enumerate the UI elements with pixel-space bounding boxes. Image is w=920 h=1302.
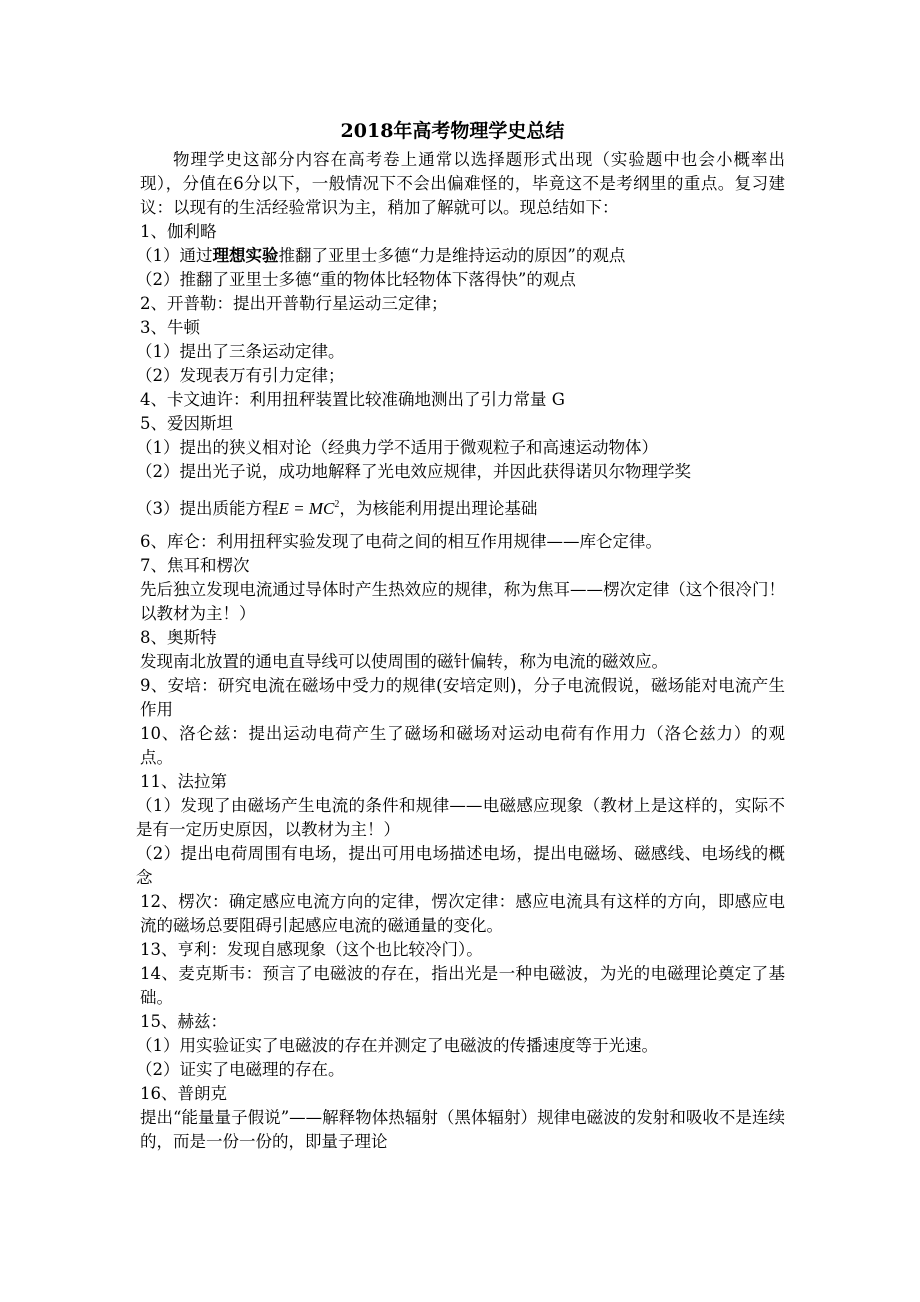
einstein-point-3-post: ，为核能利用提出理论基础 xyxy=(339,499,538,518)
joule-lenz-text: 先后独立发现电流通过导体时产生热效应的规律，称为焦耳——楞次定律（这个很冷门！以教材为主！） xyxy=(140,580,785,623)
newton-point-1: （1）提出了三条运动定律。 xyxy=(136,342,345,361)
formula-exponent: 2 xyxy=(334,499,340,510)
heading-planck: 16、普朗克 xyxy=(140,1084,227,1103)
heading-ampere: 9、安培：研究电流在磁场中受力的规律(安培定则)，分子电流假说，磁场能对电流产生作用 xyxy=(140,676,785,719)
heading-henry: 13、亨利：发现自感现象（这个也比较冷门）。 xyxy=(140,940,483,959)
faraday-point-2: （2）提出电荷周围有电场，提出可用电场描述电场，提出电磁场、磁感线、电场线的概念 xyxy=(136,844,785,887)
oersted-text: 发现南北放置的通电直导线可以使周围的磁针偏转，称为电流的磁效应。 xyxy=(140,652,668,671)
section-joule-lenz xyxy=(140,554,785,626)
galileo-point-2: （2）推翻了亚里士多德“重的物体比轻物体下落得快”的观点 xyxy=(136,270,576,289)
hertz-point-2: （2）证实了电磁理的存在。 xyxy=(136,1060,345,1079)
heading-hertz: 15、赫兹： xyxy=(140,1012,227,1031)
heading-faraday: 11、法拉第 xyxy=(140,772,227,791)
intro-paragraph: 物理学史这部分内容在高考卷上通常以选择题形式出现（实验题中也会小概率出现），分值在6分以下，一般情况下不会出偏难怪的，毕竟这不是考纲里的重点。复习建议：以现有的生活经验常识为主，稍加了解就可以。现总结如下： xyxy=(140,150,785,217)
einstein-point-2: （2）提出光子说，成功地解释了光电效应规律，并因此获得诺贝尔物理学奖 xyxy=(136,462,691,481)
einstein-point-3 xyxy=(136,493,785,521)
section-oersted xyxy=(140,626,785,674)
section-einstein xyxy=(136,412,785,521)
heading-kepler: 2、开普勒：提出开普勒行星运动三定律； xyxy=(140,294,448,313)
galileo-point-1 xyxy=(136,244,785,268)
galileo-point-1-post: 推翻了亚里士多德“力是维持运动的原因”的观点 xyxy=(278,246,626,265)
heading-coulomb: 6、库仑：利用扭秤实验发现了电荷之间的相互作用规律——库仑定律。 xyxy=(140,532,662,551)
galileo-point-1-pre: （1）通过 xyxy=(136,246,213,265)
einstein-point-3-pre: （3）提出质能方程 xyxy=(136,499,279,518)
heading-cavendish: 4、卡文迪许：利用扭秤装置比较准确地测出了引力常量 G xyxy=(140,390,565,409)
hertz-point-1: （1）用实验证实了电磁波的存在并测定了电磁波的传播速度等于光速。 xyxy=(136,1036,658,1055)
section-faraday xyxy=(136,770,785,890)
document-page xyxy=(136,116,785,1154)
heading-galileo: 1、伽利略 xyxy=(140,222,217,241)
formula-body: E = MC xyxy=(278,499,335,518)
heading-lorentz: 10、洛仑兹：提出运动电荷产生了磁场和磁场对运动电荷有作用力（洛仑兹力）的观点。 xyxy=(140,724,785,767)
faraday-point-1: （1）发现了由磁场产生电流的条件和规律——电磁感应现象（教材上是这样的，实际不是有一定历史原因，以教材为主！） xyxy=(136,796,785,839)
planck-text: 提出“能量量子假说”——解释物体热辐射（黑体辐射）规律电磁波的发射和吸收不是连续的，而是一份一份的，即量子理论 xyxy=(140,1108,785,1151)
heading-einstein: 5、爱因斯坦 xyxy=(140,414,233,433)
mass-energy-formula xyxy=(279,499,340,518)
section-planck xyxy=(140,1082,785,1154)
galileo-point-1-bold: 理想实验 xyxy=(212,246,279,265)
heading-newton: 3、牛顿 xyxy=(140,318,200,337)
document-title: 2018年高考物理学史总结 xyxy=(340,120,565,142)
section-newton xyxy=(136,316,785,388)
section-hertz xyxy=(136,1010,785,1082)
newton-point-2: （2）发现表万有引力定律； xyxy=(136,366,345,385)
heading-lenz: 12、楞次：确定感应电流方向的定律，愣次定律：感应电流具有这样的方向，即感应电流的磁场总要阻碍引起感应电流的磁通量的变化。 xyxy=(140,892,785,935)
heading-joule-lenz: 7、焦耳和楞次 xyxy=(140,556,250,575)
section-galileo xyxy=(136,220,785,292)
heading-oersted: 8、奥斯特 xyxy=(140,628,217,647)
heading-maxwell: 14、麦克斯韦：预言了电磁波的存在，指出光是一种电磁波，为光的电磁理论奠定了基础。 xyxy=(140,964,785,1007)
einstein-point-1: （1）提出的狭义相对论（经典力学不适用于微观粒子和高速运动物体） xyxy=(136,438,658,457)
